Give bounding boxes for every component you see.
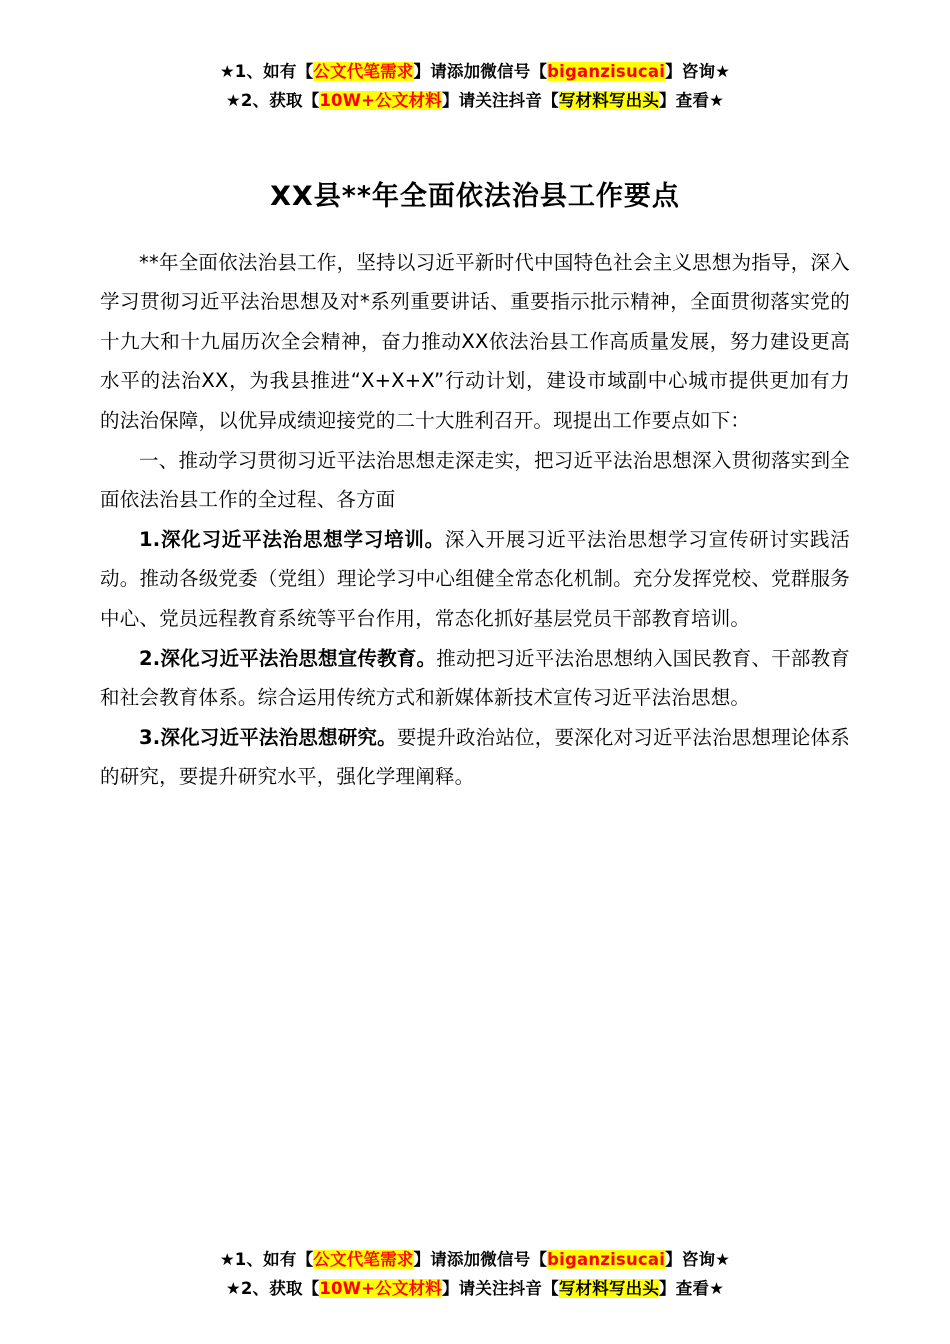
promo-segment: 】请添加微信号【 (413, 1250, 548, 1270)
paragraph-text-run: **年全面依法治县工作，坚持以习近平新时代中国特色社会主义思想为指导，深入学习贯彻习近平法治思想及对*系列重要讲话、重要指示批示精神，全面贯彻落实党的十九大和十九届历次全会精神，奋力推动XX依法治县工作高质量发展，努力建设更高水平的法治XX，为我县推进“X+X+X”行动计划，建设市域副中心城市提供更加有力的法治保障，以优异成绩迎接党的二十大胜利召开。现提出工作要点如下： (100, 250, 850, 433)
page-spacer (100, 1022, 850, 1247)
promo-segment: ★2、获取【 (225, 1279, 320, 1299)
paragraph (100, 718, 850, 797)
paragraph-text-run: 一、推动学习贯彻习近平法治思想走深走实，把习近平法治思想深入贯彻落实到全面依法治县工作的全过程、各方面 (100, 448, 850, 512)
paragraph-heading-run: 2.深化习近平法治思想宣传教育。 (139, 646, 437, 670)
promo-segment: 10W+公文材料 (319, 1279, 442, 1299)
paragraph (100, 243, 850, 441)
promo-line (100, 58, 850, 87)
promo-banner-bottom (100, 1246, 850, 1304)
promo-segment: 公文代笔需求 (313, 1250, 414, 1270)
promo-line (100, 87, 850, 116)
promo-segment: 公文代笔需求 (313, 62, 414, 81)
promo-segment: 写材料写出头 (558, 90, 660, 110)
promo-banner-top (100, 58, 850, 116)
page-title: XX县**年全面依法治县工作要点 (270, 180, 680, 212)
promo-segment: ★1、如有【 (219, 1250, 314, 1270)
paragraph-text-run: 推动把习近平法治思想纳入国民教育、干部教育和社会教育体系。综合运用传统方式和新媒体新技术宣传习近平法治思想。 (100, 646, 850, 710)
promo-line (100, 1246, 850, 1275)
paragraph-heading-run: 3.深化习近平法治思想研究。 (139, 725, 397, 749)
promo-segment: 】请关注抖音【 (441, 1279, 559, 1299)
paragraph (100, 441, 850, 520)
promo-segment: 】查看★ (659, 1279, 725, 1299)
promo-segment: ★2、获取【 (225, 90, 320, 110)
document-body (100, 243, 850, 1022)
promo-segment: 写材料写出头 (558, 1279, 660, 1299)
promo-segment: 10W+公文材料 (319, 90, 442, 110)
paragraph (100, 639, 850, 718)
paragraph (100, 520, 850, 639)
promo-segment: 】查看★ (659, 90, 725, 110)
paragraph-heading-run: 1.深化习近平法治思想学习培训。 (139, 527, 445, 551)
promo-segment: 】请关注抖音【 (441, 90, 559, 110)
paragraph-text-run: 深入开展习近平法治思想学习宣传研讨实践活动。推动各级党委（党组）理论学习中心组健全常态化机制。充分发挥党校、党群服务中心、党员远程教育系统等平台作用，常态化抓好基层党员干部教育培训。 (100, 527, 850, 630)
promo-segment: biganzisucai (547, 1250, 666, 1270)
paragraph-text-run: 要提升政治站位，要深化对习近平法治思想理论体系的研究，要提升研究水平，强化学理阐释。 (100, 725, 850, 789)
promo-segment: 】咨询★ (665, 1250, 731, 1270)
promo-segment: 】咨询★ (665, 62, 731, 81)
promo-segment: biganzisucai (547, 62, 666, 81)
promo-segment: 】请添加微信号【 (413, 62, 548, 81)
promo-segment: ★1、如有【 (219, 62, 314, 81)
promo-line (100, 1275, 850, 1304)
